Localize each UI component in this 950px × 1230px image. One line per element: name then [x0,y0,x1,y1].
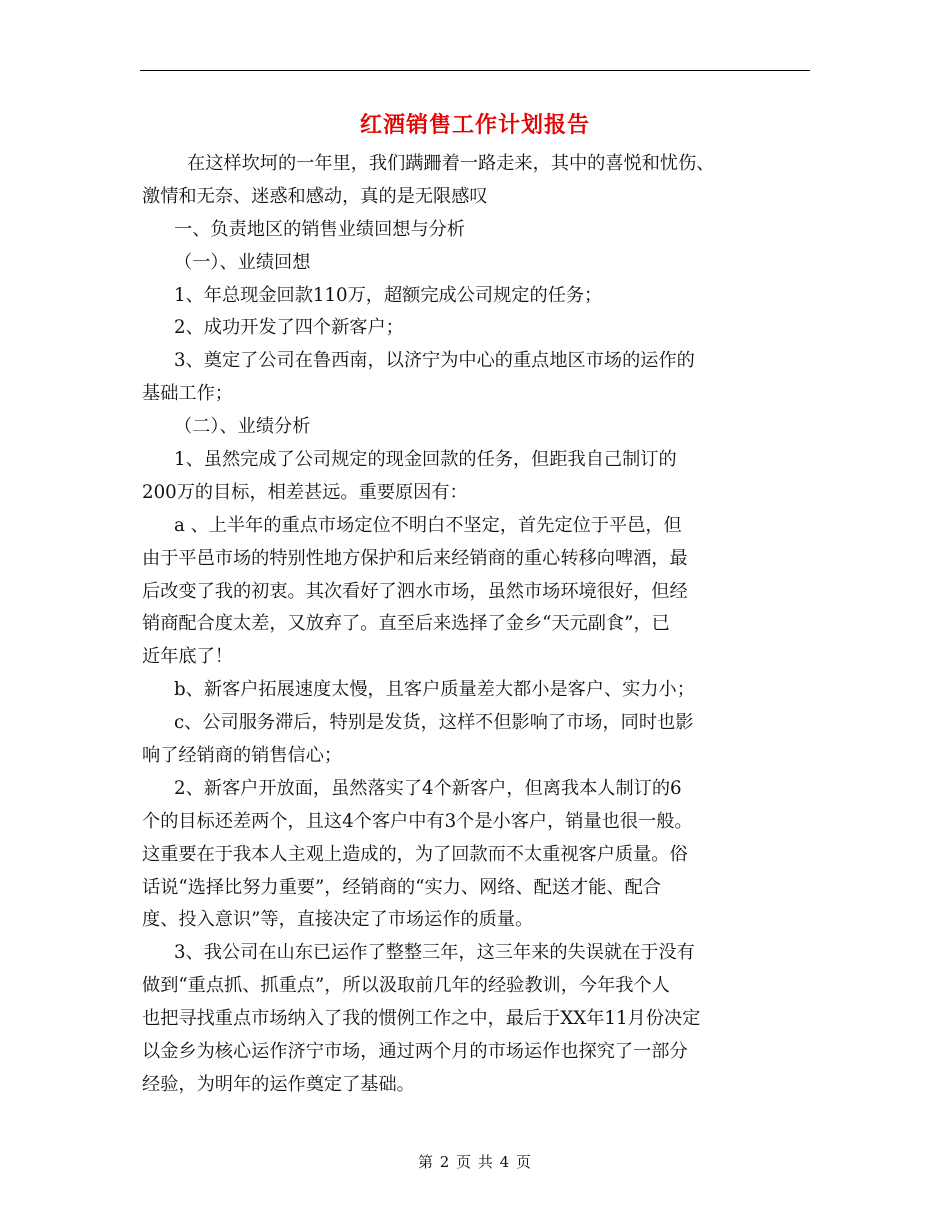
text-line: 也把寻找重点市场纳入了我的惯例工作之中，最后于XX年11月份决定 [142,1008,701,1030]
text-line: 2、新客户开放面，虽然落实了4个新客户，但离我本人制订的6 [174,777,682,799]
text-line: 1、虽然完成了公司规定的现金回款的任务，但距我自己制订的 [174,449,677,471]
text-line: 2、成功开发了四个新客户； [174,317,404,339]
document-title: 红酒销售工作计划报告 [359,112,590,138]
subsection-heading: （二）、业绩分析 [174,416,311,438]
text-line: 200万的目标，相差甚远。重要原因有： [142,481,468,503]
text-line: b、新客户拓展速度太慢，且客户质量差大都小是客户、实力小； [174,679,695,701]
text-line: 以金乡为核心运作济宁市场，通过两个月的市场运作也探究了一部分 [142,1041,688,1063]
page-number: 第 2 页 共 4 页 [418,1153,532,1171]
text-line: 3、我公司在山东已运作了整整三年，这三年来的失误就在于没有 [174,942,695,964]
text-line: 销商配合度太差，又放弃了。直至后来选择了金乡“天元副食”，已 [142,613,670,635]
document-body [142,148,810,1102]
text-line: a 、上半年的重点市场定位不明白不坚定，首先定位于平邑，但 [174,514,682,536]
text-line: 响了经销商的销售信心； [142,745,343,767]
text-line: 基础工作； [142,383,233,405]
subsection-heading: （一）、业绩回想 [174,251,311,273]
text-line: 度、投入意识”等，直接决定了市场运作的质量。 [142,909,534,931]
text-line: 3、奠定了公司在鲁西南，以济宁为中心的重点地区市场的运作的 [174,350,695,372]
text-line: 激情和无奈、迷惑和感动，真的是无限感叹 [142,185,488,207]
text-line: 后改变了我的初衷。其次看好了泗水市场，虽然市场环境很好，但经 [142,580,688,602]
section-heading: 一、负责地区的销售业绩回想与分析 [174,218,466,240]
text-line: 做到“重点抓、抓重点”，所以汲取前几年的经验教训，今年我个人 [142,975,670,997]
text-line: 话说“选择比努力重要”，经销商的“实力、网络、配送才能、配合 [142,876,661,898]
text-line: 1、年总现金回款110万，超额完成公司规定的任务； [174,284,603,306]
text-line: 个的目标还差两个，且这4个客户中有3个是小客户，销量也很一般。 [142,810,693,832]
text-line: 由于平邑市场的特别性地方保护和后来经销商的重心转移向啤酒，最 [142,547,688,569]
header-rule [140,70,810,71]
text-line: 这重要在于我本人主观上造成的，为了回款而不太重视客户质量。俗 [142,843,688,865]
text-line: 在这样坎坷的一年里，我们蹒跚着一路走来，其中的喜悦和忧伤、 [187,153,715,174]
text-line: 近年底了！ [142,646,233,668]
text-line: 经验，为明年的运作奠定了基础。 [142,1073,415,1095]
text-line: c、公司服务滞后，特别是发货，这样不但影响了市场，同时也影 [174,712,694,734]
